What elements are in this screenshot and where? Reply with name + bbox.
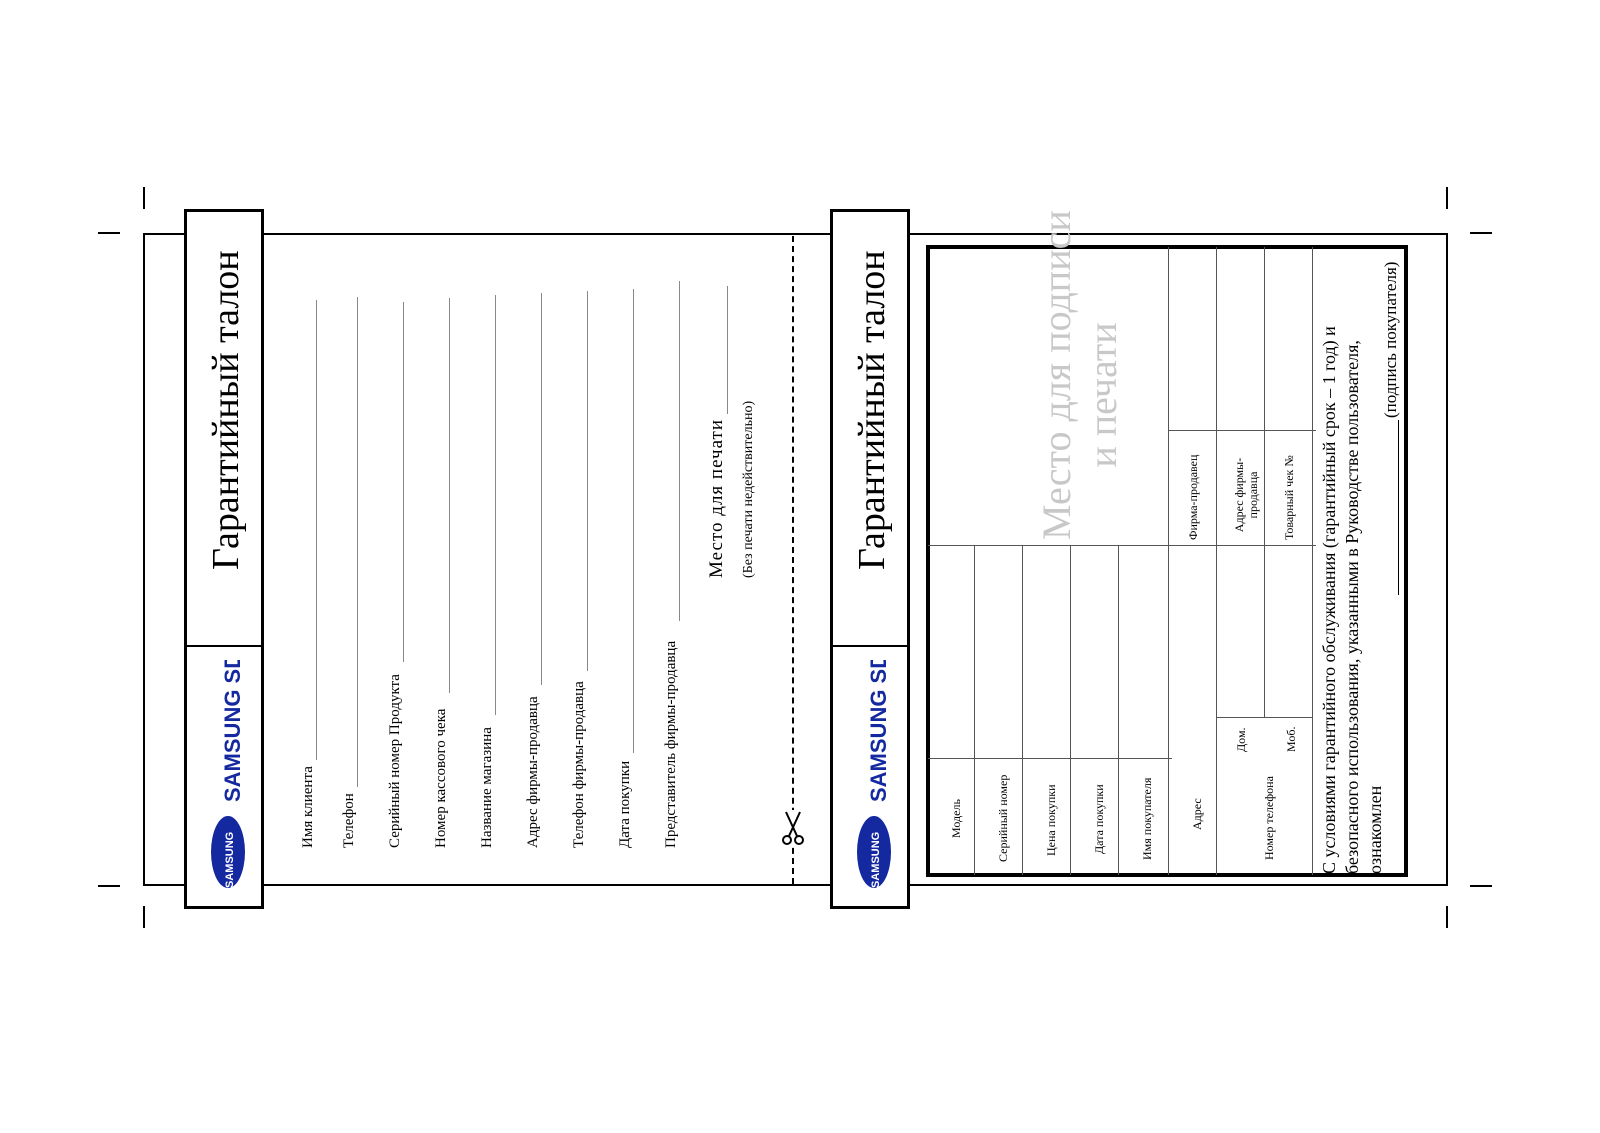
- stub-field-line: [449, 298, 450, 693]
- stub-field-line: [495, 295, 496, 715]
- stub-stamp-label: Место для печати: [706, 418, 727, 578]
- stub-header-divider: [187, 645, 261, 647]
- scissors-icon: [781, 810, 805, 846]
- stub-field-line: [541, 293, 542, 685]
- crop-mark-tr-v: [1446, 187, 1448, 209]
- table-line: [1070, 545, 1071, 875]
- stub-field-label: Телефон фирмы-продавца: [571, 681, 587, 848]
- table-line: [974, 545, 975, 875]
- form-row-label: Номер телефона: [1262, 776, 1276, 860]
- stub-field-line: [357, 297, 358, 787]
- table-line: [1264, 247, 1265, 717]
- table-line: [1216, 717, 1312, 718]
- crop-mark-br-v: [1446, 906, 1448, 928]
- stub-title: Гарантийный талон: [205, 250, 247, 570]
- form-row-label: Имя покупателя: [1140, 777, 1154, 860]
- crop-mark-bl-h: [98, 885, 120, 887]
- form-notice-line2: безопасного использования, указанными в Руководстве пользователя,: [1342, 340, 1362, 874]
- table-line: [1168, 430, 1316, 431]
- form-row-label: Модель: [949, 799, 963, 838]
- table-line: [928, 758, 1172, 759]
- stub-stamp-line: [727, 286, 728, 414]
- form-notice-line1: С условиями гарантийного обслуживания (гарантийный срок – 1 год) и: [1319, 326, 1339, 874]
- form-stamp-placeholder: [1034, 210, 1126, 540]
- card-title: Гарантийный талон: [851, 250, 893, 570]
- form-signature-label: (подпись покупателя): [1381, 261, 1400, 418]
- stub-field-line: [633, 289, 634, 753]
- samsung-logo-icon: [852, 660, 896, 892]
- table-line: [1312, 247, 1313, 875]
- table-line: [928, 545, 1316, 546]
- form-seller-label: Адрес фирмы-продавца: [1232, 457, 1260, 533]
- logo-product-text: SAMSUNG SDS: [866, 660, 891, 802]
- form-row-label: Адрес: [1190, 798, 1204, 830]
- form-phone-sub-label: Дом.: [1234, 727, 1248, 752]
- stub-stamp-note: (Без печати недействительно): [741, 400, 756, 578]
- stub-field-label: Представитель фирмы-продавца: [663, 640, 679, 848]
- crop-mark-br-h: [1470, 885, 1492, 887]
- crop-mark-tr-h: [1470, 232, 1492, 234]
- stub-logo: [206, 660, 250, 892]
- signature-line: [1398, 420, 1399, 595]
- form-notice: [1318, 326, 1387, 874]
- stub-field-label: Серийный номер Продукта: [387, 674, 403, 848]
- form-row-label: Серийный номер: [996, 774, 1010, 862]
- form-notice-line3: ознакомлен: [1365, 785, 1385, 874]
- form-seller-label: Товарный чек №: [1282, 455, 1296, 540]
- stub-field-label: Телефон: [341, 793, 357, 848]
- form-row-label: Дата покупки: [1092, 784, 1106, 854]
- logo-brand-text: SAMSUNG: [870, 831, 882, 888]
- stub-field-label: Дата покупки: [617, 760, 633, 848]
- card-logo: [852, 660, 896, 892]
- stub-field-label: Номер кассового чека: [433, 708, 449, 848]
- crop-mark-tl-h: [98, 232, 120, 234]
- logo-brand-text: SAMSUNG: [224, 831, 236, 888]
- form-phone-sub-label: Моб.: [1284, 726, 1298, 752]
- stub-field-line: [403, 302, 404, 662]
- stub-field-label: Имя клиента: [300, 766, 316, 848]
- stub-field-line: [316, 300, 317, 760]
- logo-product-text: SAMSUNG SDS: [220, 660, 245, 802]
- table-line: [1118, 545, 1119, 875]
- stub-field-line: [587, 291, 588, 671]
- table-line: [1168, 247, 1169, 875]
- crop-mark-tl-v: [143, 187, 145, 209]
- stub-field-label: Название магазина: [479, 727, 495, 848]
- form-seller-label: Фирма-продавец: [1186, 454, 1200, 540]
- table-line: [1022, 545, 1023, 875]
- samsung-logo-icon: [206, 660, 250, 892]
- stub-field-line: [679, 281, 680, 621]
- form-stamp-line2: и печати: [1080, 322, 1125, 468]
- stub-field-label: Адрес фирмы-продавца: [525, 696, 541, 848]
- cut-line: [792, 236, 794, 884]
- card-header-divider: [833, 645, 907, 647]
- table-line: [1216, 247, 1217, 875]
- crop-mark-bl-v: [143, 906, 145, 928]
- form-row-label: Цена покупки: [1044, 784, 1058, 856]
- form-stamp-line1: Место для подписи: [1034, 210, 1079, 540]
